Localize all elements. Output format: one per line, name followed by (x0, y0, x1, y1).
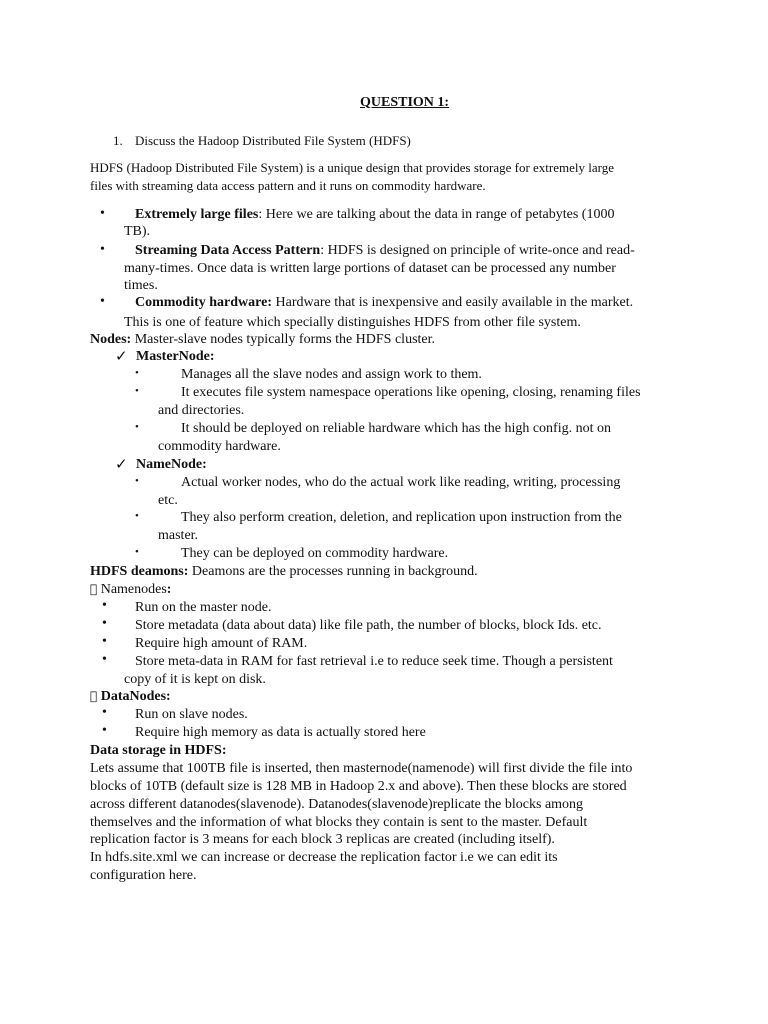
namenode-item-1-line-1: Actual worker nodes, who do the actual work like reading, writing, processing (181, 475, 621, 490)
feature-2-term: Streaming Data Access Pattern (135, 243, 321, 258)
bullet-icon: • (135, 546, 139, 558)
intro-line-2: files with streaming data access pattern and it runs on commodity hardware. (90, 178, 486, 193)
feature-3-line-1 (135, 295, 633, 311)
feature-3-term: Commodity hardware: (135, 295, 273, 310)
masternode-item-2-line-2: and directories. (158, 403, 245, 418)
masternode-item-3-line-2: commodity hardware. (158, 439, 281, 454)
nodes-label: Nodes: (90, 332, 132, 347)
feature-2-line-2: many-times. Once data is written large portions of dataset can be processed any number (124, 261, 616, 276)
feature-3-text: Hardware that is inexpensive and easily available in the market. (272, 295, 634, 310)
bullet-icon: • (100, 294, 105, 309)
namenode-item-2-line-2: master. (158, 528, 199, 543)
namenodes-item-4-line-1: Store meta-data in RAM for fast retrieval i.e to reduce seek time. Though a persistent (135, 654, 613, 669)
page-title: QUESTION 1: (360, 95, 450, 110)
namenodes-item-4-line-2: copy of it is kept on disk. (124, 672, 266, 687)
nodes-text: Master-slave nodes typically forms the HDFS cluster. (131, 332, 436, 347)
storage-line-1: Lets assume that 100TB file is inserted, then masternode(namenode) will first divide the file into (90, 761, 633, 776)
datanodes-heading (90, 689, 171, 705)
namenodes-heading (90, 582, 171, 598)
storage-heading: Data storage in HDFS: (90, 743, 227, 758)
bullet-icon: • (135, 475, 139, 487)
storage-line-3: across different datanodes(slavenode). Datanodes(slavenode)replicate the blocks among (90, 797, 584, 812)
masternode-item-2-line-1: It executes file system namespace operations like opening, closing, renaming files (181, 385, 641, 400)
bullet-icon: • (135, 367, 139, 379)
deamons-line (90, 564, 478, 580)
nodes-line (90, 332, 435, 348)
bullet-icon: • (135, 385, 139, 397)
checkmark-icon: ✓ (115, 349, 128, 365)
bullet-icon: • (135, 421, 139, 433)
bullet-icon: • (102, 616, 107, 631)
bullet-icon: • (100, 206, 105, 221)
feature-3-line-2: This is one of feature which specially distinguishes HDFS from other file system. (124, 315, 581, 330)
namenodes-colon: : (156, 582, 161, 597)
checkmark-icon: ✓ (115, 457, 128, 473)
feature-1-line-2: TB). (124, 224, 151, 239)
intro-line-1: HDFS (Hadoop Distributed File System) is a unique design that provides storage for extremely large (90, 160, 614, 175)
storage-line-7: configuration here. (90, 868, 197, 883)
feature-2-line-3: times. (124, 278, 158, 293)
feature-1-line-1 (135, 207, 614, 223)
namenode-item-1-line-2: etc. (158, 493, 178, 508)
bullet-icon: • (102, 634, 107, 649)
namenodes-item-3: Require high amount of RAM. (135, 636, 308, 651)
masternode-item-1-line-1: Manages all the slave nodes and assign work to them. (181, 367, 482, 382)
bullet-icon: • (102, 652, 107, 667)
feature-1-term: Extremely large files (135, 207, 259, 222)
namenodes-label: Namenodes (90, 582, 157, 597)
deamons-label: HDFS deamons: (90, 564, 189, 579)
namenodes-item-2: Store metadata (data about data) like file path, the number of blocks, block Ids. etc. (135, 618, 602, 633)
datanodes-item-1: Run on slave nodes. (135, 707, 248, 722)
bullet-icon: • (100, 242, 105, 257)
storage-line-4: themselves and the information of what blocks they contain is sent to the master. Default (90, 815, 588, 830)
bullet-icon: • (102, 723, 107, 738)
namenodes-item-1: Run on the master node. (135, 600, 272, 615)
masternode-heading: MasterNode: (136, 349, 215, 364)
masternode-item-3-line-1: It should be deployed on reliable hardware which has the high config. not on (181, 421, 611, 436)
namenode-item-3-line-1: They can be deployed on commodity hardware. (181, 546, 449, 561)
bullet-icon: • (102, 705, 107, 720)
bullet-icon: • (135, 510, 139, 522)
namenode-heading: NameNode: (136, 457, 207, 472)
datanodes-item-2: Require high memory as data is actually stored here (135, 725, 426, 740)
namenode-item-2-line-1: They also perform creation, deletion, and replication upon instruction from the (181, 510, 622, 525)
question-text: Discuss the Hadoop Distributed File System (HDFS) (135, 133, 411, 148)
feature-2-line-1 (135, 243, 635, 259)
feature-1-text: : Here we are talking about the data in range of petabytes (1000 (258, 207, 615, 222)
storage-line-2: blocks of 10TB (default size is 128 MB in Hadoop 2.x and above). Then these blocks are stored (90, 779, 627, 794)
storage-line-5: replication factor is 3 means for each block 3 replicas are created (including itself). (90, 832, 555, 847)
feature-2-text: : HDFS is designed on principle of write-once and read- (320, 243, 635, 258)
deamons-text: Deamons are the processes running in background. (188, 564, 478, 579)
bullet-icon: • (102, 598, 107, 613)
storage-line-6: In hdfs.site.xml we can increase or decrease the replication factor i.e we can edit its (90, 850, 558, 865)
datanodes-label: DataNodes: (90, 689, 160, 704)
question-number: 1. (113, 133, 123, 148)
